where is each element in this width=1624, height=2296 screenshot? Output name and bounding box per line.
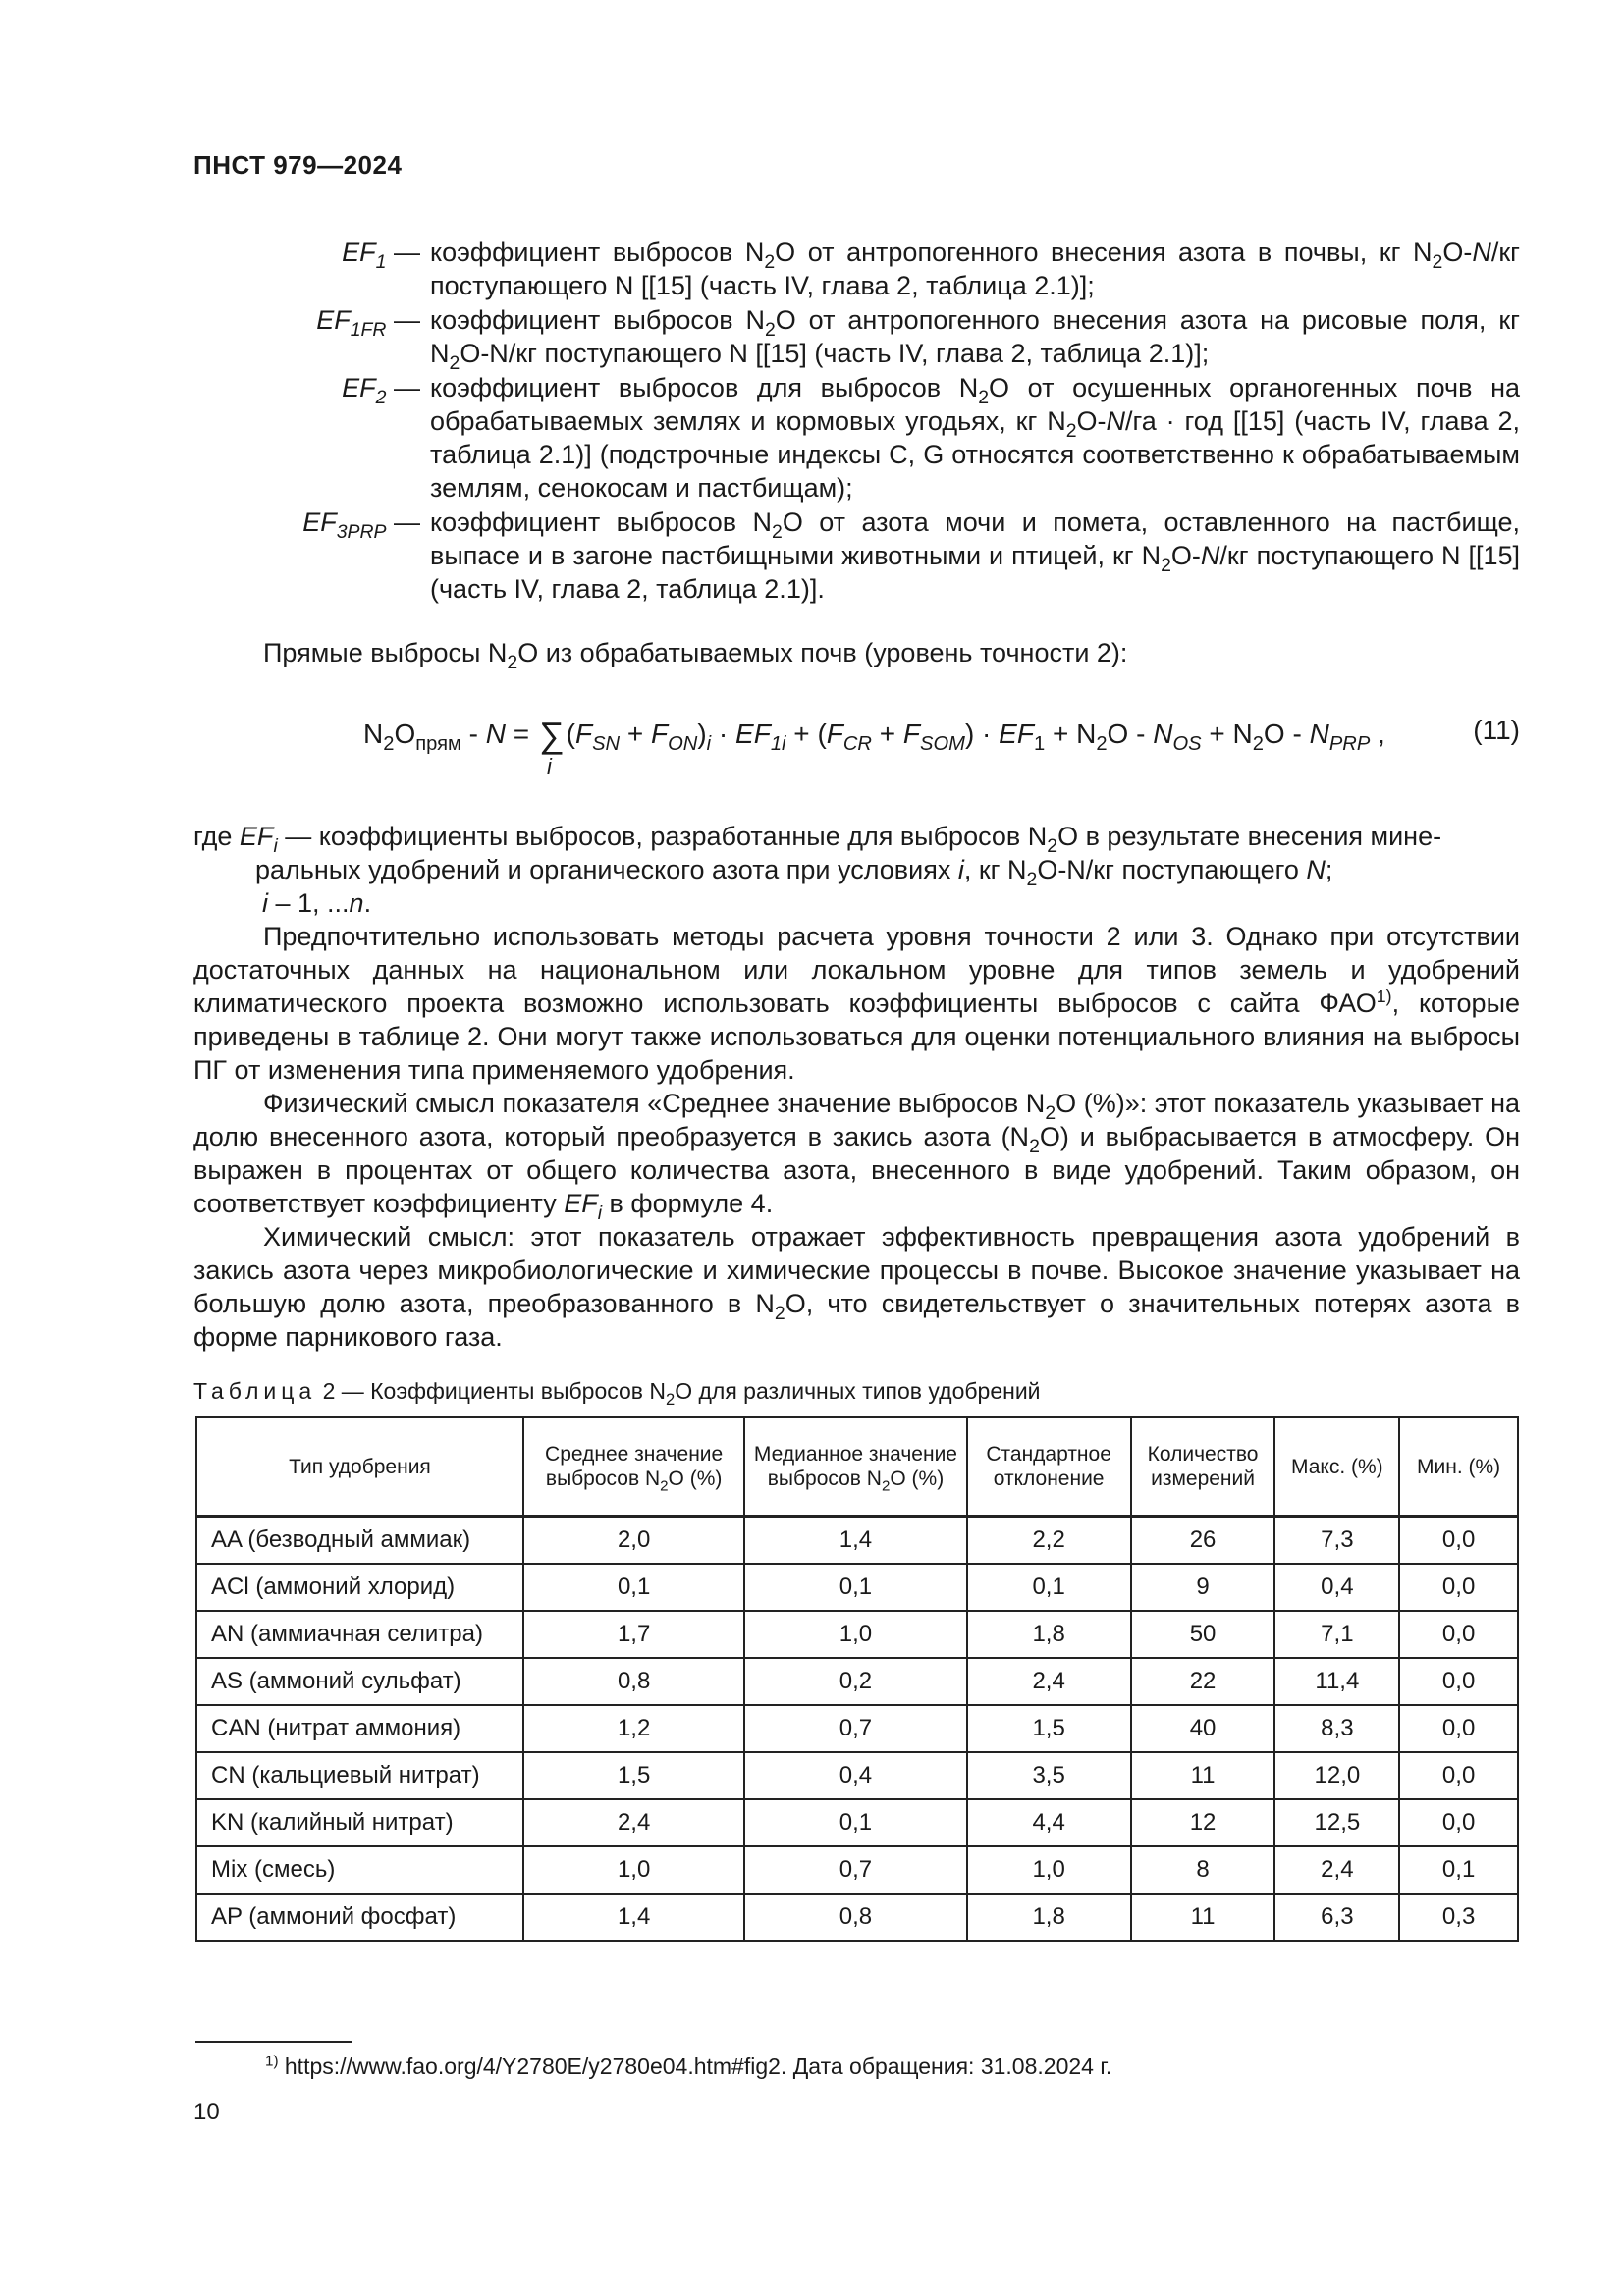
table-row — [196, 1564, 1518, 1611]
footnote-divider — [195, 2041, 352, 2043]
cell-mean: 1,0 — [523, 1846, 744, 1894]
cell-count: 9 — [1131, 1564, 1275, 1611]
term-sub: 3PRP — [336, 520, 387, 543]
paragraph-3: Химический смысл: этот показатель отражает эффективность превращения азота удобрений в закись азота через микробиологические и химические процессы в почве. Высокое значение указывает на большую долю азота, преобразованного в $N_2O$, что свидетельствует о значительных потерях азота в форме парникового газа. — [193, 1222, 1520, 1352]
term: EF — [302, 507, 337, 537]
cell-std: 3,5 — [967, 1752, 1131, 1799]
dash: — — [394, 507, 420, 537]
cell-std: 2,4 — [967, 1658, 1131, 1705]
cell-count: 11 — [1131, 1752, 1275, 1799]
cell-std: 1,5 — [967, 1705, 1131, 1752]
cell-name: ACl (аммоний хлорид) — [196, 1564, 523, 1611]
document-header: ПНСТ 979—2024 — [193, 150, 403, 180]
body-paragraphs — [193, 920, 1520, 1354]
cell-name: KN (калийный нитрат) — [196, 1799, 523, 1846]
cell-std: 1,0 — [967, 1846, 1131, 1894]
header-median: Медианное значение выбросов $N_2O$ (%) — [744, 1417, 966, 1517]
cell-min: 0,0 — [1399, 1705, 1518, 1752]
cell-count: 8 — [1131, 1846, 1275, 1894]
cell-min: 0,0 — [1399, 1658, 1518, 1705]
definition-text: коэффициент выбросов $N_2O$ от антропогенного внесения азота на рисовые поля, кг $N_2O-N/кг$ поступающего N [[15] (часть IV, глава 2, таблица 2.1)]; — [430, 305, 1520, 374]
table-row — [196, 1752, 1518, 1799]
definition-text: коэффициент выбросов $N_2O$ от азота мочи и помета, оставленного на пастбище, выпасе и в загоне пастбищными животными и птицей, кг $N_2O-N/кг$ поступающего N [[15] (часть IV, глава 2, таблица 2.1)]. — [430, 507, 1521, 604]
definition-text: коэффициент выбросов для выбросов $N_2O$ от осушенных органогенных почв на обрабатываемых землях и кормовых угодьях, кг $N_2O-N/га$ · год [[15] (часть IV, глава 2, таблица 2.1)] (подстрочные индексы C, G относятся соответственно к обрабатываемым землям, сенокосам и пастбищам); — [430, 373, 1521, 503]
cell-count: 11 — [1131, 1894, 1275, 1941]
cell-count: 50 — [1131, 1611, 1275, 1658]
definition-ef1fr — [275, 303, 1520, 374]
table-row — [196, 1517, 1518, 1565]
cell-mean: 1,4 — [523, 1894, 744, 1941]
cell-name: AP (аммоний фосфат) — [196, 1894, 523, 1941]
cell-count: 12 — [1131, 1799, 1275, 1846]
header-count: Количество измерений — [1131, 1417, 1275, 1517]
table-caption: Таблица 2 — Коэффициенты выбросов $N_2O$ для различных типов удобрений — [193, 1378, 1041, 1409]
paragraph-2: Физический смысл показателя «Среднее значение выбросов $N_2O$ (%)»: этот показатель указывает на долю внесенного азота, который преобразуется в закись азота $(N_2O)$ и выбрасывается в атмосферу. Он выражен в процентах от общего количества азота, внесенного в виде удобрений. Таким образом, он соответствует коэффициенту $EF_i$ в формуле 4. — [193, 1089, 1520, 1224]
cell-name: AS (аммоний сульфат) — [196, 1658, 523, 1705]
header-mean: Среднее значение выбросов $N_2O$ (%) — [523, 1417, 744, 1517]
cell-max: 11,4 — [1274, 1658, 1399, 1705]
cell-max: 12,5 — [1274, 1799, 1399, 1846]
table-row — [196, 1894, 1518, 1941]
cell-max: 7,3 — [1274, 1517, 1399, 1565]
definition-ef1 — [275, 236, 1520, 302]
footnote: $^{1)}$ https://www.fao.org/4/Y2780E/y2780e04.htm#fig2. Дата обращения: 31.08.2024 г. — [265, 2053, 1112, 2079]
table-row — [196, 1705, 1518, 1752]
page-number: 10 — [193, 2099, 220, 2125]
cell-min: 0,0 — [1399, 1611, 1518, 1658]
cell-std: 4,4 — [967, 1799, 1131, 1846]
table-row — [196, 1799, 1518, 1846]
cell-name: AA (безводный аммиак) — [196, 1517, 523, 1565]
cell-mean: 0,8 — [523, 1658, 744, 1705]
definition-ef3prp — [275, 506, 1520, 606]
header-type: Тип удобрения — [196, 1417, 523, 1517]
cell-min: 0,0 — [1399, 1517, 1518, 1565]
sum-symbol: ∑ i — [538, 715, 565, 778]
header-min: Мин. (%) — [1399, 1417, 1518, 1517]
emission-factors-table — [195, 1416, 1519, 1942]
cell-max: 0,4 — [1274, 1564, 1399, 1611]
table-row — [196, 1846, 1518, 1894]
cell-mean: 1,2 — [523, 1705, 744, 1752]
formula-intro: Прямые выбросы $N_2O$ из обрабатываемых почв (уровень точности 2): — [263, 638, 1128, 673]
definitions-list — [275, 236, 1520, 607]
term-sub: 1FR — [350, 318, 387, 341]
cell-mean: 0,1 — [523, 1564, 744, 1611]
cell-name: AN (аммиачная селитра) — [196, 1611, 523, 1658]
dash: — — [394, 238, 420, 267]
cell-median: 1,4 — [744, 1517, 966, 1565]
cell-max: 12,0 — [1274, 1752, 1399, 1799]
cell-min: 0,0 — [1399, 1564, 1518, 1611]
cell-mean: 2,4 — [523, 1799, 744, 1846]
term: EF — [316, 305, 351, 335]
cell-std: 1,8 — [967, 1894, 1131, 1941]
definition-ef2 — [275, 371, 1520, 505]
header-std: Стандартное отклонение — [967, 1417, 1131, 1517]
term-sub: 1 — [375, 250, 387, 273]
cell-max: 7,1 — [1274, 1611, 1399, 1658]
cell-median: 0,8 — [744, 1894, 966, 1941]
table-row — [196, 1658, 1518, 1705]
cell-min: 0,1 — [1399, 1846, 1518, 1894]
where-clause: где $EF_i$ — коэффициенты выбросов, разработанные для выбросов $N_2O$ в результате внесения мине- ральных удобрений и органического азота при условиях i, кг $N_2O-N/кг$ поступающего N; i – 1, ...n. — [193, 822, 1442, 918]
cell-std: 2,2 — [967, 1517, 1131, 1565]
cell-mean: 1,5 — [523, 1752, 744, 1799]
cell-max: 8,3 — [1274, 1705, 1399, 1752]
cell-max: 2,4 — [1274, 1846, 1399, 1894]
cell-median: 0,4 — [744, 1752, 966, 1799]
dash: — — [394, 305, 420, 335]
term: EF — [342, 238, 376, 267]
header-max: Макс. (%) — [1274, 1417, 1399, 1517]
cell-mean: 1,7 — [523, 1611, 744, 1658]
table-row — [196, 1611, 1518, 1658]
cell-median: 0,7 — [744, 1846, 966, 1894]
cell-count: 26 — [1131, 1517, 1275, 1565]
cell-min: 0,3 — [1399, 1894, 1518, 1941]
cell-count: 40 — [1131, 1705, 1275, 1752]
cell-mean: 2,0 — [523, 1517, 744, 1565]
formula-body: $N_2O_{прям}$ - N = ∑ i $(F_{SN} + F_{ON})_i \cdot EF_{1i} + (F_{CR} + F_{SOM}) \cdot EF_1 + N_2O - N_{OS} + N_2O - N_{PRP}$ , — [363, 715, 1385, 778]
term-sub: 2 — [375, 386, 387, 408]
cell-median: 0,1 — [744, 1564, 966, 1611]
formula-11 — [363, 709, 1520, 777]
cell-name: Mix (смесь) — [196, 1846, 523, 1894]
paragraph-1: Предпочтительно использовать методы расчета уровня точности 2 или 3. Однако при отсутствии достаточных данных на национальном или локальном уровне для типов земель и удобрений климатического проекта возможно использовать коэффициенты выбросов с сайта ФАО$^{1)}$, которые приведены в таблице 2. Они могут также использоваться для оценки потенциального влияния на выбросы ПГ от изменения типа применяемого удобрения. — [193, 922, 1521, 1085]
cell-count: 22 — [1131, 1658, 1275, 1705]
cell-std: 1,8 — [967, 1611, 1131, 1658]
term: EF — [342, 373, 376, 402]
cell-median: 0,7 — [744, 1705, 966, 1752]
cell-min: 0,0 — [1399, 1799, 1518, 1846]
cell-median: 1,0 — [744, 1611, 966, 1658]
cell-median: 0,1 — [744, 1799, 966, 1846]
cell-min: 0,0 — [1399, 1752, 1518, 1799]
cell-max: 6,3 — [1274, 1894, 1399, 1941]
table-header-row — [196, 1417, 1518, 1517]
cell-name: CAN (нитрат аммония) — [196, 1705, 523, 1752]
dash: — — [394, 373, 420, 402]
definition-text: коэффициент выбросов $N_2O$ от антропогенного внесения азота в почвы, кг $N_2O-N/кг$ поступающего N [[15] (часть IV, глава 2, таблица 2.1)]; — [430, 238, 1521, 300]
cell-std: 0,1 — [967, 1564, 1131, 1611]
cell-name: CN (кальциевый нитрат) — [196, 1752, 523, 1799]
cell-median: 0,2 — [744, 1658, 966, 1705]
formula-number: (11) — [1473, 715, 1520, 745]
